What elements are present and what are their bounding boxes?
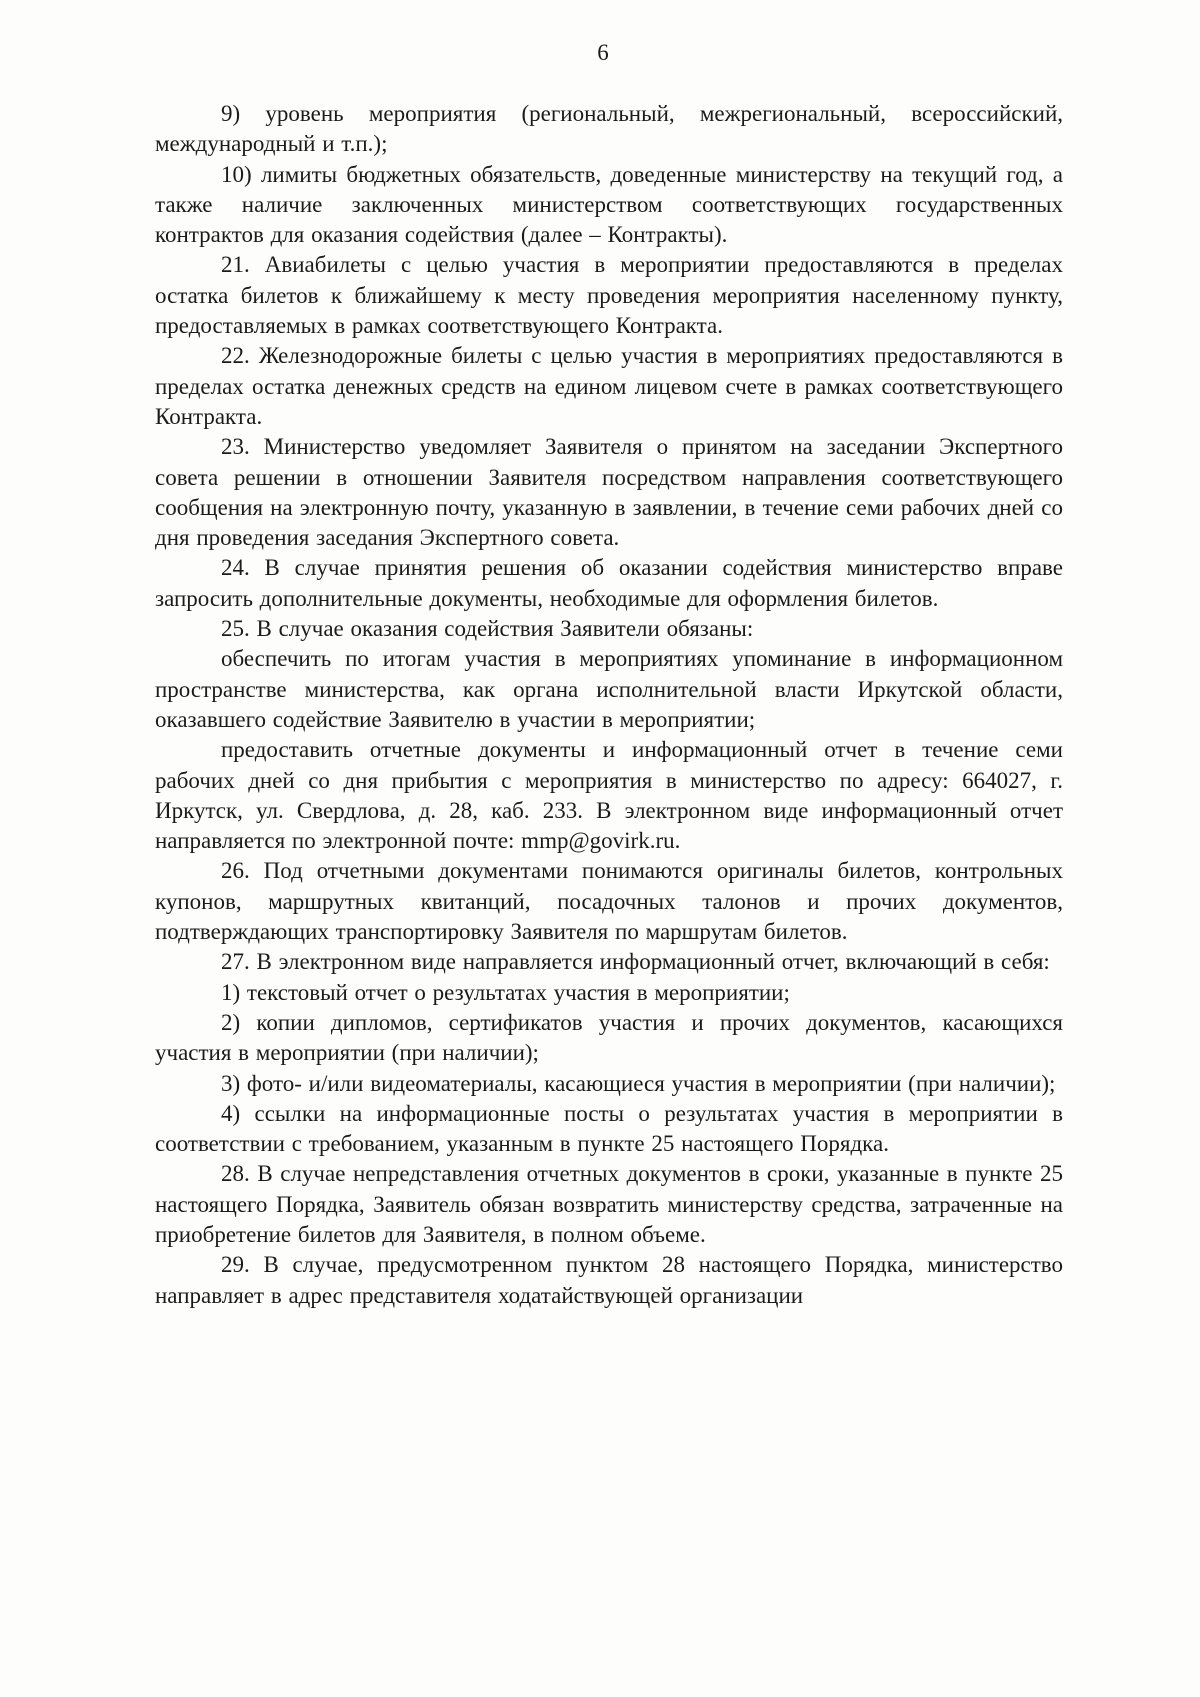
paragraph: 27. В электронном виде направляется информационный отчет, включающий в себя:	[221, 949, 1050, 975]
paragraph: 3) фото- и/или видеоматериалы, касающиеся участия в мероприятии (при наличии);	[221, 1070, 1056, 1096]
paragraph: 4) ссылки на информационные посты о результатах участия в мероприятии в соответствии с требованием, указанным в пункте 25 настоящего Порядка.	[155, 1100, 1063, 1157]
paragraph: 25. В случае оказания содействия Заявители обязаны:	[221, 616, 754, 642]
paragraph: 21. Авиабилеты с целью участия в мероприятии предоставляются в пределах остатка билетов к ближайшему к месту проведения мероприятия населенному пункту, предоставляемых в рамках соответствующего Контракта.	[155, 252, 1063, 339]
page-number: 6	[597, 40, 609, 65]
paragraph: 1) текстовый отчет о результатах участия в мероприятии;	[221, 979, 790, 1005]
paragraph: 26. Под отчетными документами понимаются оригиналы билетов, контрольных купонов, маршрутных квитанций, посадочных талонов и прочих документов, подтверждающих транспортировку Заявителя по маршрутам билетов.	[155, 858, 1063, 945]
paragraph: обеспечить по итогам участия в мероприятиях упоминание в информационном пространстве министерства, как органа исполнительной власти Иркутской области, оказавшего содействие Заявителю в участии в мероприятии;	[155, 646, 1063, 732]
paragraph: 22. Железнодорожные билеты с целью участия в мероприятиях предоставляются в пределах остатка денежных средств на едином лицевом счете в рамках соответствующего Контракта.	[155, 343, 1063, 429]
document-body	[155, 99, 1063, 1311]
paragraph: 29. В случае, предусмотренном пунктом 28 настоящего Порядка, министерство направляет в адрес представителя ходатайствующей организации	[155, 1252, 1063, 1308]
paragraph: 23. Министерство уведомляет Заявителя о принятом на заседании Экспертного совета решении в отношении Заявителя посредством направления соответствующего сообщения на электронную почту, указанную в заявлении, в течение семи рабочих дней со дня проведения заседания Экспертного совета.	[155, 434, 1063, 551]
paragraph: 10) лимиты бюджетных обязательств, доведенные министерству на текущий год, а также наличие заключенных министерством соответствующих государственных контрактов для оказания содействия (далее – Контракты).	[155, 161, 1063, 248]
paragraph: 2) копии дипломов, сертификатов участия и прочих документов, касающихся участия в мероприятии (при наличии);	[155, 1009, 1063, 1066]
paragraph: 28. В случае непредставления отчетных документов в сроки, указанные в пункте 25 настоящего Порядка, Заявитель обязан возвратить министерству средства, затраченные на приобретение билетов для Заявителя, в полном объеме.	[155, 1161, 1063, 1247]
paragraph: 9) уровень мероприятия (региональный, межрегиональный, всероссийский, международный и т.п.);	[155, 101, 1063, 157]
paragraph: предоставить отчетные документы и информационный отчет в течение семи рабочих дней со дня прибытия с мероприятия в министерство по адресу: 664027, г. Иркутск, ул. Свердлова, д. 28, каб. 233. В электронном виде информационный отчет направляется по электронной почте: mmp@govirk.ru.	[155, 737, 1063, 854]
paragraph: 24. В случае принятия решения об оказании содействия министерство вправе запросить дополнительные документы, необходимые для оформления билетов.	[155, 555, 1063, 611]
